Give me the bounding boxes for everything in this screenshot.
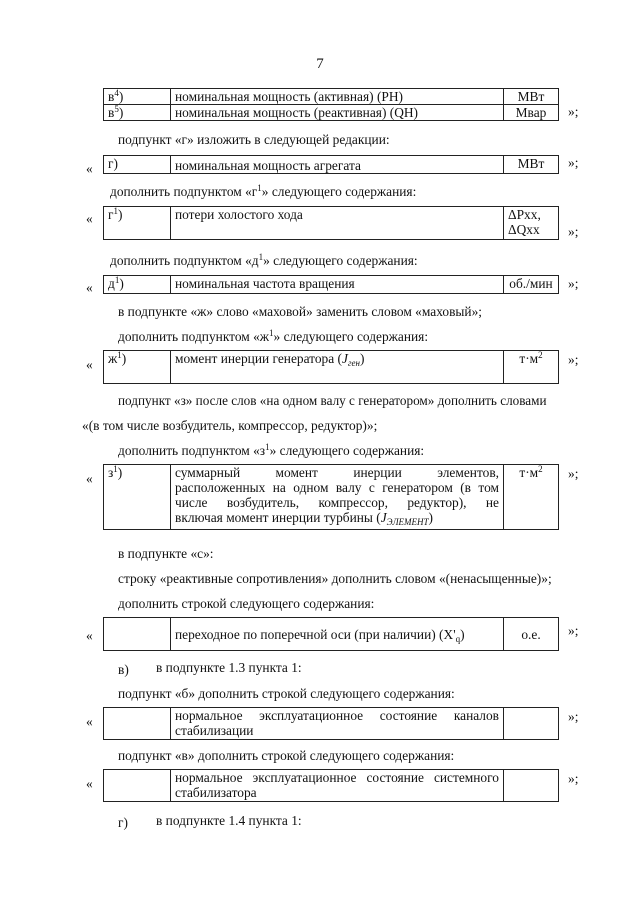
unit-cell: о.е. [504,618,559,651]
code-cell: $з^1$) [104,465,171,530]
desc-cell: переходное по поперечной оси (при наличии) $(X'_q)$ [171,618,504,651]
paragraph: «(в том числе возбудитель, компрессор, редуктор)»; [82,418,378,433]
desc-cell: номинальная частота вращения [171,276,504,294]
code-cell [104,708,171,740]
page-number: 7 [316,56,324,72]
open-quote: « [86,211,93,226]
open-quote: « [86,161,93,176]
table-row [104,770,559,802]
paragraph: подпункт «з» после слов «на одном валу с генератором» дополнить словами [118,393,547,408]
table-z1 [103,464,559,530]
code-cell: $д^1$) [104,276,171,294]
paragraph: подпункт «г» изложить в следующей редакции: [118,132,390,147]
open-quote: « [86,280,93,295]
open-quote: « [86,628,93,643]
paragraph: дополнить подпунктом «$г^1$» следующего содержания: [110,183,417,199]
table-row [104,708,559,740]
table-row [104,618,559,651]
desc-cell: момент инерции генератора $(J_{ген})$ [171,351,504,384]
open-quote: « [86,471,93,486]
table-x [103,617,559,651]
unit-cell [504,770,559,802]
unit-cell: МВт [504,156,559,174]
desc-cell: суммарный момент инерции элементов, расположенных на одном валу с генератором (в том числе возбудитель, компрессор, редуктор), не включая момент инерции турбины $(J_{ЭЛЕМЕНТ})$ [171,465,504,530]
paragraph-label: в) [118,662,129,677]
paragraph: дополнить строкой следующего содержания: [118,596,375,611]
open-quote: « [86,776,93,791]
table-v-rows [103,88,559,121]
desc-cell: потери холостого хода [171,207,504,240]
code-cell: $г^1$) [104,207,171,240]
table-row [104,105,559,121]
table-g1 [103,206,559,240]
unit-cell: об./мин [504,276,559,294]
close-quote: »; [568,155,579,170]
close-quote: »; [568,623,579,638]
table-zh1 [103,350,559,384]
code-cell: $в^4$) [104,89,171,105]
code-cell: $в^5$) [104,105,171,121]
paragraph: дополнить подпунктом «$ж^1$» следующего содержания: [118,328,429,344]
unit-cell: МВт [504,89,559,105]
paragraph: подпункт «в» дополнить строкой следующего содержания: [118,748,455,763]
close-quote: »; [568,352,579,367]
close-quote: »; [568,104,579,119]
paragraph: дополнить подпунктом «$д^1$» следующего содержания: [110,252,418,268]
desc-cell: номинальная мощность (активная) (PН) [171,89,504,105]
paragraph: дополнить подпунктом «$з^1$» следующего содержания: [118,442,425,458]
desc-cell: нормальное эксплуатационное состояние системного стабилизатора [171,770,504,802]
close-quote: »; [568,466,579,481]
paragraph: в подпункте «ж» слово «маховой» заменить словом «маховый»; [118,304,482,319]
code-cell [104,770,171,802]
table-row [104,465,559,530]
open-quote: « [86,357,93,372]
table-d1 [103,275,559,294]
table-row [104,351,559,384]
desc-cell: номинальная мощность агрегата [171,156,504,174]
unit-cell: $т\cdot м^2$ [504,465,559,530]
code-cell: г) [104,156,171,174]
table-g [103,155,559,174]
close-quote: »; [568,224,579,239]
paragraph: в подпункте 1.4 пункта 1: [156,813,302,828]
table-b [103,707,559,740]
paragraph: строку «реактивные сопротивления» дополнить словом «(ненасыщенные)»; [118,571,552,586]
close-quote: »; [568,276,579,291]
paragraph-label: г) [118,815,128,830]
table-vv [103,769,559,802]
code-cell [104,618,171,651]
table-row [104,276,559,294]
close-quote: »; [568,771,579,786]
unit-cell: Мвар [504,105,559,121]
unit-cell [504,708,559,740]
code-cell: $ж^1$) [104,351,171,384]
table-row [104,207,559,240]
paragraph: в подпункте «с»: [118,546,214,561]
table-row [104,156,559,174]
desc-cell: номинальная мощность (реактивная) (QН) [171,105,504,121]
unit-cell: $т\cdot м^2$ [504,351,559,384]
paragraph: в подпункте 1.3 пункта 1: [156,660,302,675]
unit-cell: ΔPхх, ΔQхх [504,207,559,240]
open-quote: « [86,714,93,729]
paragraph: подпункт «б» дополнить строкой следующего содержания: [118,686,455,701]
table-row [104,89,559,105]
close-quote: »; [568,709,579,724]
desc-cell: нормальное эксплуатационное состояние каналов стабилизации [171,708,504,740]
